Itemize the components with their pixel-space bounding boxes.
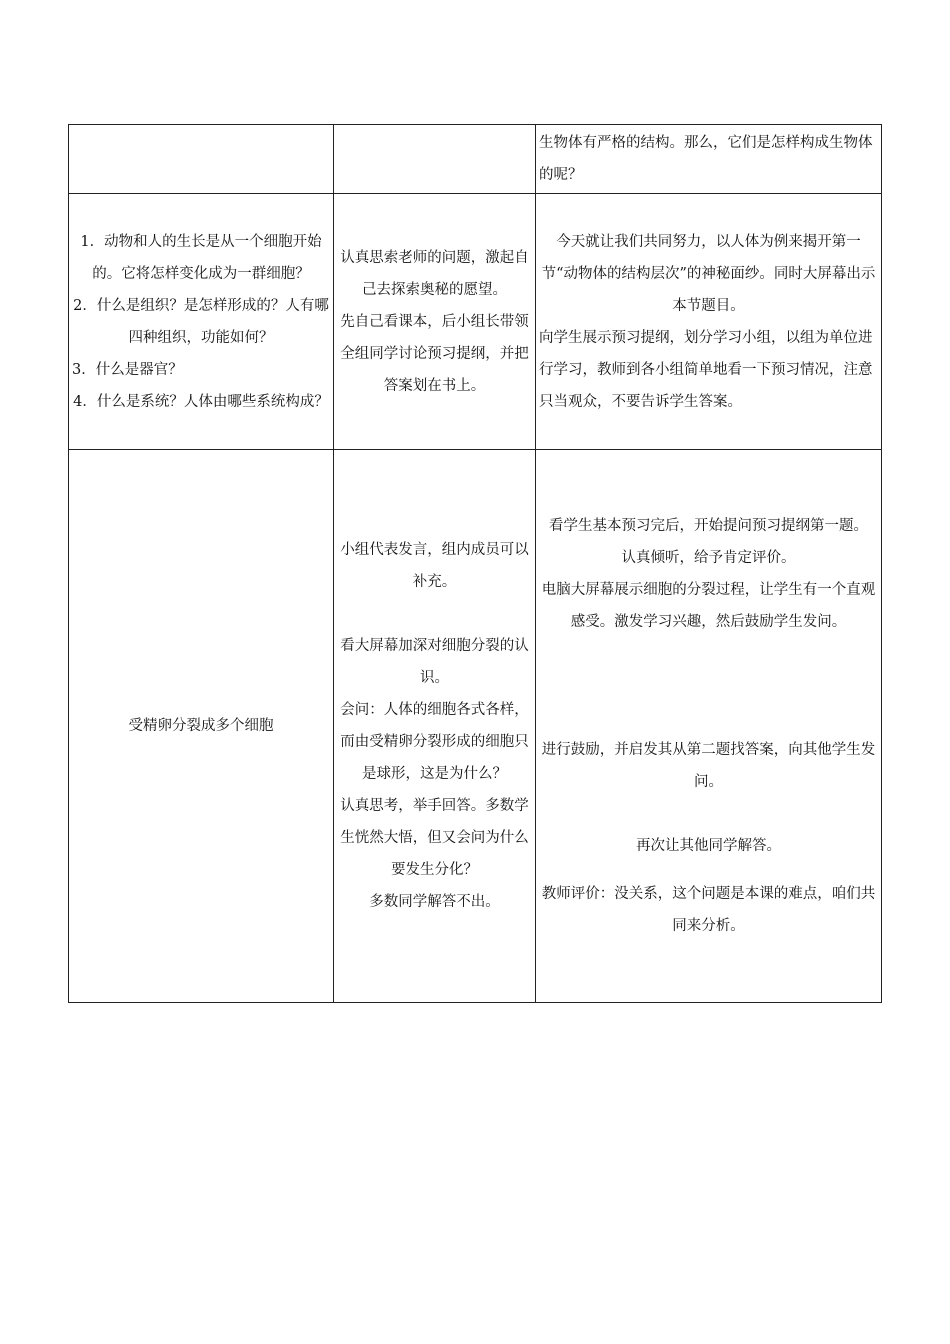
row3-col1-cell <box>69 450 334 1003</box>
row2-col1-cell <box>69 194 334 450</box>
outline-question-1: 1．动物和人的生长是从一个细胞开始的。它将怎样变化成为一群细胞？ <box>80 233 322 282</box>
student-activity-5: 会问：人体的细胞各式各样，而由受精卵分裂形成的细胞只是球形，这是为什么？ <box>340 702 529 782</box>
outline-question-2: 2．什么是组织？是怎样形成的？人有哪四种组织，功能如何？ <box>73 297 329 346</box>
student-activity-6: 认真思考，举手回答。多数学生恍然大悟，但又会问为什么要发生分化？ <box>340 798 529 878</box>
table-row <box>69 125 882 194</box>
teacher-activity-3: 看学生基本预习完后，开始提问预习提纲第一题。 <box>549 518 868 534</box>
teacher-activity-2: 向学生展示预习提纲，划分学习小组，以组为单位进行学习，教师到各小组简单地看一下预习情况，注意只当观众，不要告诉学生答案。 <box>539 329 873 410</box>
student-activity-3: 小组代表发言，组内成员可以补充。 <box>340 542 529 590</box>
section-topic: 受精卵分裂成多个细胞 <box>128 718 274 734</box>
teacher-activity-4: 认真倾听，给予肯定评价。 <box>621 550 796 566</box>
row2-col2-cell <box>334 194 536 450</box>
row1-teacher-text: 生物体有严格的结构。那么，它们是怎样构成生物体的呢？ <box>539 135 873 183</box>
outline-question-3: 3．什么是器官？ <box>72 361 183 378</box>
row1-col3-cell <box>536 125 882 194</box>
table-row <box>69 194 882 450</box>
student-activity-4: 看大屏幕加深对细胞分裂的认识。 <box>340 638 529 686</box>
teacher-activity-8: 教师评价：没关系，这个问题是本课的难点，咱们共同来分析。 <box>541 886 876 934</box>
lesson-plan-table <box>68 124 882 1003</box>
student-activity-1: 认真思索老师的问题，激起自己去探索奥秘的愿望。 <box>340 249 529 298</box>
teacher-activity-5: 电脑大屏幕展示细胞的分裂过程，让学生有一个直观感受。激发学习兴趣，然后鼓励学生发问。 <box>541 582 876 630</box>
table-row <box>69 450 882 1003</box>
row2-col3-cell <box>536 194 882 450</box>
teacher-activity-1: 今天就让我们共同努力，以人体为例来揭开第一节“动物体的结构层次”的神秘面纱。同时大屏幕出示本节题目。 <box>541 233 876 314</box>
row3-col2-cell <box>334 450 536 1003</box>
row1-col2-cell <box>334 125 536 194</box>
row3-col3-cell <box>536 450 882 1003</box>
student-activity-2: 先自己看课本，后小组长带领全组同学讨论预习提纲，并把答案划在书上。 <box>340 313 529 394</box>
teacher-activity-7: 再次让其他同学解答。 <box>636 838 781 854</box>
student-activity-7: 多数同学解答不出。 <box>369 894 500 910</box>
teacher-activity-6: 进行鼓励，并启发其从第二题找答案，向其他学生发问。 <box>541 742 876 790</box>
row1-col1-cell <box>69 125 334 194</box>
outline-question-4: 4．什么是系统？人体由哪些系统构成？ <box>73 393 329 410</box>
